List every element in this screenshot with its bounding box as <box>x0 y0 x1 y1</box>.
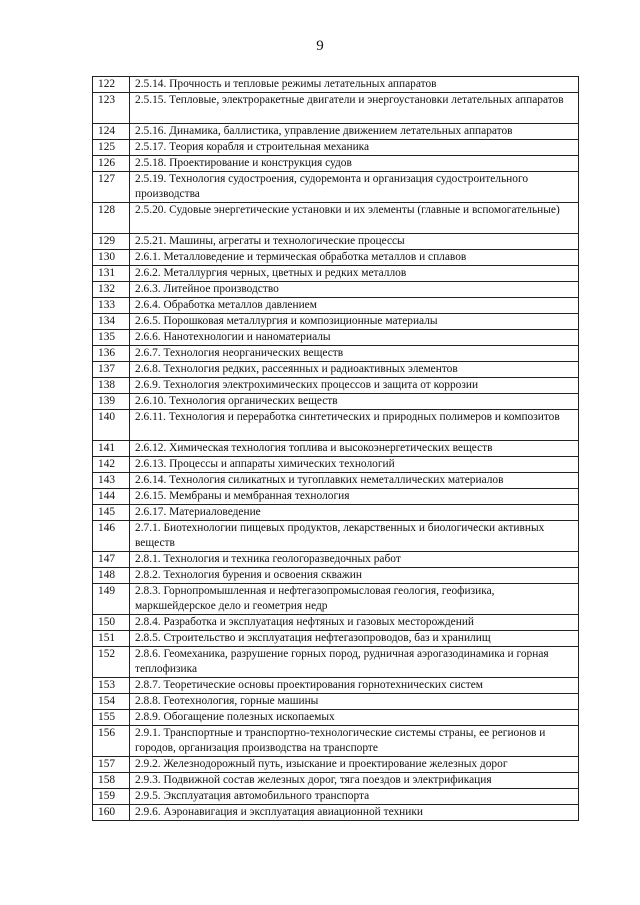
table-row <box>93 505 579 521</box>
specialty-name: 2.6.17. Материаловедение <box>130 505 579 521</box>
row-number: 159 <box>93 789 130 805</box>
row-number: 149 <box>93 584 130 615</box>
specialty-name: 2.8.5. Строительство и эксплуатация нефтегазопроводов, баз и хранилищ <box>130 631 579 647</box>
specialty-name: 2.6.5. Порошковая металлургия и композиционные материалы <box>130 314 579 330</box>
row-number: 142 <box>93 457 130 473</box>
row-number: 148 <box>93 568 130 584</box>
table-row <box>93 394 579 410</box>
row-number: 154 <box>93 694 130 710</box>
table-row <box>93 694 579 710</box>
specialty-name: 2.6.1. Металловедение и термическая обработка металлов и сплавов <box>130 250 579 266</box>
specialty-name: 2.5.16. Динамика, баллистика, управление движением летательных аппаратов <box>130 124 579 140</box>
table-row <box>93 156 579 172</box>
table-row <box>93 757 579 773</box>
specialty-name: 2.8.8. Геотехнология, горные машины <box>130 694 579 710</box>
row-number: 155 <box>93 710 130 726</box>
row-number: 131 <box>93 266 130 282</box>
table-row <box>93 726 579 757</box>
row-number: 151 <box>93 631 130 647</box>
specialty-name: 2.9.3. Подвижной состав железных дорог, тяга поездов и электрификация <box>130 773 579 789</box>
table-row <box>93 298 579 314</box>
table-row <box>93 773 579 789</box>
table-row <box>93 410 579 441</box>
specialty-name: 2.6.4. Обработка металлов давлением <box>130 298 579 314</box>
table-row <box>93 710 579 726</box>
specialty-name: 2.5.20. Судовые энергетические установки и их элементы (главные и вспомогательные) <box>130 203 579 234</box>
table-row <box>93 378 579 394</box>
table-row <box>93 314 579 330</box>
specialty-name: 2.5.15. Тепловые, электроракетные двигатели и энергоустановки летательных аппаратов <box>130 93 579 124</box>
row-number: 141 <box>93 441 130 457</box>
specialty-name: 2.5.18. Проектирование и конструкция судов <box>130 156 579 172</box>
specialty-name: 2.5.17. Теория корабля и строительная механика <box>130 140 579 156</box>
row-number: 124 <box>93 124 130 140</box>
table-row <box>93 552 579 568</box>
row-number: 126 <box>93 156 130 172</box>
specialty-name: 2.6.6. Нанотехнологии и наноматериалы <box>130 330 579 346</box>
row-number: 128 <box>93 203 130 234</box>
row-number: 129 <box>93 234 130 250</box>
specialty-name: 2.6.14. Технология силикатных и тугоплавких неметаллических материалов <box>130 473 579 489</box>
row-number: 157 <box>93 757 130 773</box>
specialty-name: 2.6.8. Технология редких, рассеянных и радиоактивных элементов <box>130 362 579 378</box>
specialty-name: 2.8.7. Теоретические основы проектирования горнотехнических систем <box>130 678 579 694</box>
table-row <box>93 250 579 266</box>
table-row <box>93 457 579 473</box>
specialty-name: 2.6.10. Технология органических веществ <box>130 394 579 410</box>
row-number: 122 <box>93 77 130 93</box>
specialty-name: 2.5.21. Машины, агрегаты и технологические процессы <box>130 234 579 250</box>
specialty-table-body <box>93 77 579 821</box>
row-number: 144 <box>93 489 130 505</box>
row-number: 143 <box>93 473 130 489</box>
table-row <box>93 124 579 140</box>
specialty-name: 2.6.11. Технология и переработка синтетических и природных полимеров и композитов <box>130 410 579 441</box>
specialty-name: 2.5.14. Прочность и тепловые режимы летательных аппаратов <box>130 77 579 93</box>
row-number: 136 <box>93 346 130 362</box>
specialty-name: 2.6.12. Химическая технология топлива и высокоэнергетических веществ <box>130 441 579 457</box>
row-number: 152 <box>93 647 130 678</box>
row-number: 158 <box>93 773 130 789</box>
table-row <box>93 362 579 378</box>
specialty-name: 2.8.6. Геомеханика, разрушение горных пород, рудничная аэрогазодинамика и горная теплофизика <box>130 647 579 678</box>
specialty-name: 2.9.6. Аэронавигация и эксплуатация авиационной техники <box>130 805 579 821</box>
table-row <box>93 282 579 298</box>
specialty-name: 2.6.2. Металлургия черных, цветных и редких металлов <box>130 266 579 282</box>
row-number: 156 <box>93 726 130 757</box>
table-row <box>93 789 579 805</box>
table-row <box>93 615 579 631</box>
specialty-name: 2.5.19. Технология судостроения, судоремонта и организация судостроительного производства <box>130 172 579 203</box>
table-row <box>93 441 579 457</box>
table-row <box>93 678 579 694</box>
row-number: 146 <box>93 521 130 552</box>
row-number: 147 <box>93 552 130 568</box>
row-number: 153 <box>93 678 130 694</box>
table-row <box>93 140 579 156</box>
table-row <box>93 521 579 552</box>
specialty-name: 2.7.1. Биотехнологии пищевых продуктов, лекарственных и биологически активных веществ <box>130 521 579 552</box>
row-number: 127 <box>93 172 130 203</box>
row-number: 130 <box>93 250 130 266</box>
row-number: 160 <box>93 805 130 821</box>
table-row <box>93 346 579 362</box>
specialty-table <box>92 76 579 821</box>
table-row <box>93 584 579 615</box>
table-row <box>93 77 579 93</box>
specialty-name: 2.8.2. Технология бурения и освоения скважин <box>130 568 579 584</box>
specialty-name: 2.8.9. Обогащение полезных ископаемых <box>130 710 579 726</box>
table-row <box>93 473 579 489</box>
row-number: 138 <box>93 378 130 394</box>
table-row <box>93 330 579 346</box>
table-row <box>93 631 579 647</box>
specialty-name: 2.6.9. Технология электрохимических процессов и защита от коррозии <box>130 378 579 394</box>
specialty-name: 2.8.1. Технология и техника геологоразведочных работ <box>130 552 579 568</box>
specialty-name: 2.9.2. Железнодорожный путь, изыскание и проектирование железных дорог <box>130 757 579 773</box>
row-number: 145 <box>93 505 130 521</box>
row-number: 123 <box>93 93 130 124</box>
page-number: 9 <box>316 38 324 54</box>
row-number: 132 <box>93 282 130 298</box>
specialty-name: 2.6.13. Процессы и аппараты химических технологий <box>130 457 579 473</box>
table-row <box>93 93 579 124</box>
specialty-name: 2.8.4. Разработка и эксплуатация нефтяных и газовых месторождений <box>130 615 579 631</box>
table-row <box>93 489 579 505</box>
table-row <box>93 203 579 234</box>
specialty-name: 2.9.5. Эксплуатация автомобильного транспорта <box>130 789 579 805</box>
specialty-name: 2.9.1. Транспортные и транспортно-технологические системы страны, ее регионов и городов, организация производства на транспорте <box>130 726 579 757</box>
row-number: 135 <box>93 330 130 346</box>
table-row <box>93 266 579 282</box>
row-number: 134 <box>93 314 130 330</box>
row-number: 139 <box>93 394 130 410</box>
row-number: 125 <box>93 140 130 156</box>
row-number: 140 <box>93 410 130 441</box>
table-row <box>93 172 579 203</box>
specialty-name: 2.6.3. Литейное производство <box>130 282 579 298</box>
row-number: 133 <box>93 298 130 314</box>
row-number: 137 <box>93 362 130 378</box>
specialty-name: 2.8.3. Горнопромышленная и нефтегазопромысловая геология, геофизика, маркшейдерское дело и геометрия недр <box>130 584 579 615</box>
table-row <box>93 568 579 584</box>
specialty-name: 2.6.7. Технология неорганических веществ <box>130 346 579 362</box>
row-number: 150 <box>93 615 130 631</box>
table-row <box>93 234 579 250</box>
specialty-name: 2.6.15. Мембраны и мембранная технология <box>130 489 579 505</box>
table-row <box>93 805 579 821</box>
table-row <box>93 647 579 678</box>
